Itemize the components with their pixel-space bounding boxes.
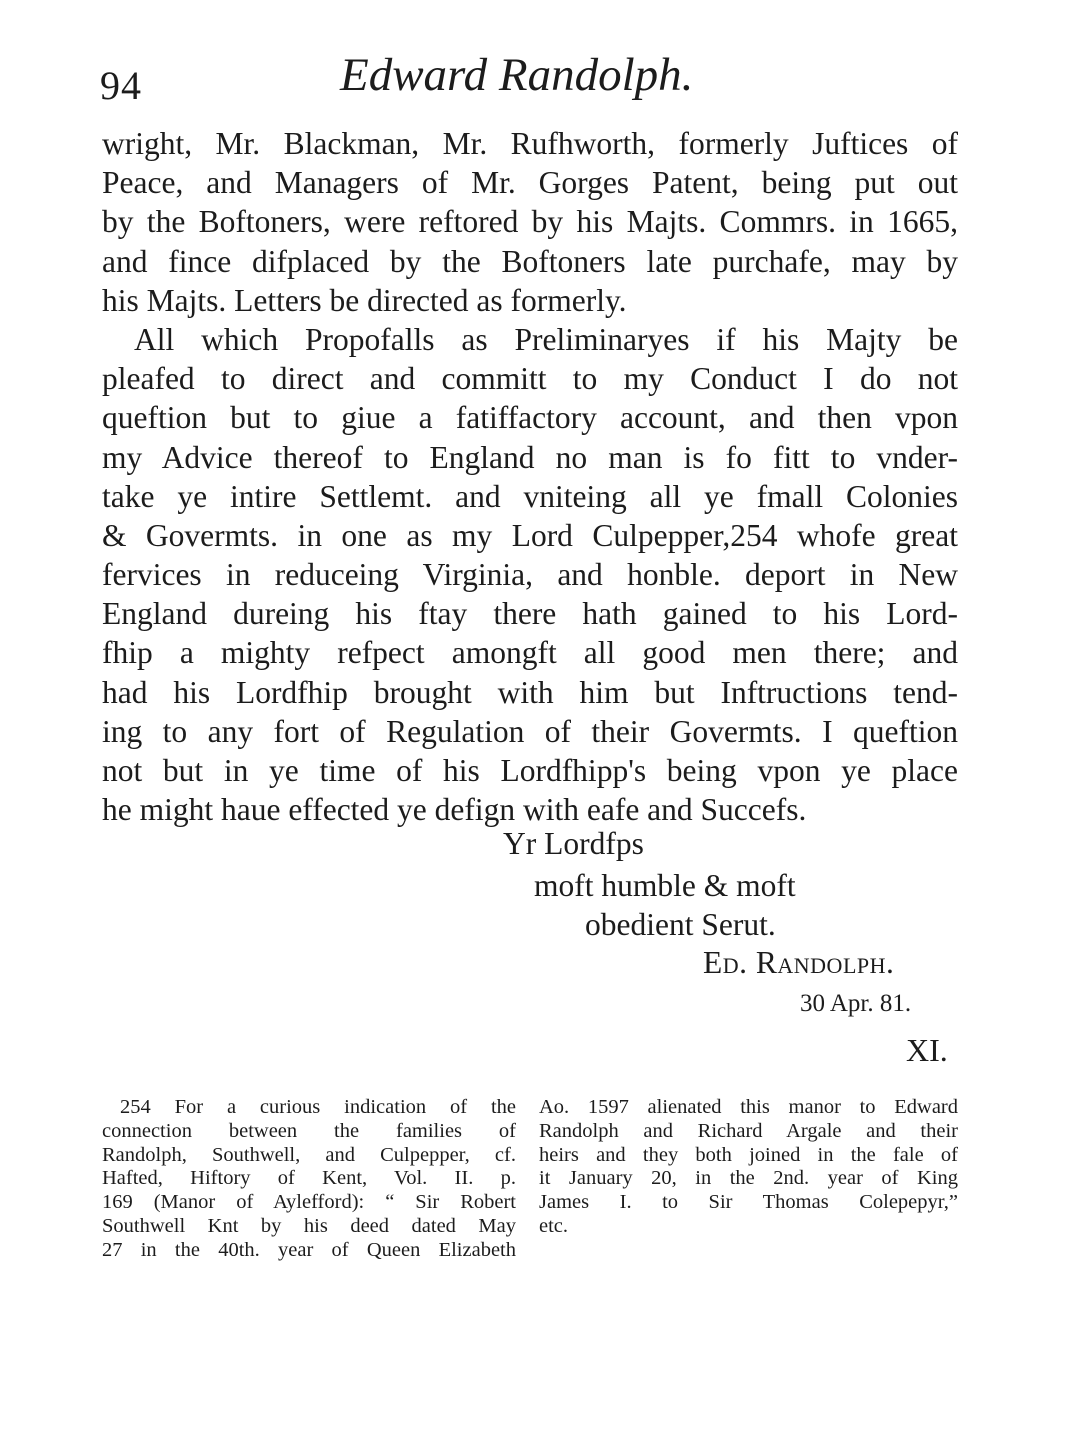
body-line: Peace, and Managers of Mr. Gorges Patent, being put out	[102, 165, 958, 201]
body-line: pleafed to direct and committ to my Conduct I do not	[102, 361, 958, 397]
salutation-line: obedient Serut.	[585, 907, 776, 942]
body-line: not but in ye time of his Lordfhipp's being vpon ye place	[102, 753, 958, 788]
body-line: fhip a mighty refpect amongft all good men there; and	[102, 635, 958, 671]
body-line: queftion but to giue a fatiffactory account, and then vpon	[102, 400, 958, 436]
letter-date: 30 Apr. 81.	[800, 990, 912, 1017]
body-line: ing to any fort of Regulation of their Govermts. I queftion	[102, 713, 958, 749]
footnote-line: 254 For a curious indication of the	[120, 1096, 516, 1118]
body-line: All which Propofalls as Preliminaryes if his Majty be	[134, 321, 958, 357]
body-line: had his Lordfhip brought with him but Inftructions tend-	[102, 674, 958, 710]
footnote-line: connection between the families of	[102, 1119, 516, 1142]
body-line: & Govermts. in one as my Lord Culpepper,254 whofe great	[102, 517, 958, 553]
footnote-line: 27 in the 40th. year of Queen Elizabeth	[102, 1238, 516, 1261]
footnote-line: Randolph and Richard Argale and their	[539, 1119, 958, 1142]
footnote-line: James I. to Sir Thomas Colepepyr,”	[539, 1191, 958, 1214]
footnote-line: Randolph, Southwell, and Culpepper, cf.	[102, 1143, 516, 1166]
body-line: and fince difplaced by the Boftoners late purchafe, may by	[102, 243, 958, 279]
footnote-line: Ao. 1597 alienated this manor to Edward	[539, 1096, 958, 1118]
body-line: fervices in reduceing Virginia, and honble. deport in New	[102, 557, 958, 593]
salutation-line: moft humble & moft	[534, 868, 796, 903]
footnote-column-right	[539, 1096, 958, 1239]
letter-body	[102, 124, 958, 829]
body-line: take ye intire Settlemt. and vniteing all ye fmall Colonies	[102, 478, 958, 514]
running-head	[100, 48, 960, 108]
body-line: England dureing his ftay there hath gained to his Lord-	[102, 596, 958, 632]
footnote-line: etc.	[539, 1214, 569, 1237]
body-line: my Advice thereof to England no man is fo fitt to vnder-	[102, 439, 958, 475]
footnote-line: Hafted, Hiftory of Kent, Vol. II. p.	[102, 1167, 516, 1190]
footnote-line: Southwell Knt by his deed dated May	[102, 1214, 516, 1237]
footnote-line: heirs and they both joined in the fale of	[539, 1143, 958, 1166]
footnote-line: 169 (Manor of Aylefford): “ Sir Robert	[102, 1191, 516, 1214]
body-line: wright, Mr. Blackman, Mr. Rufhworth, formerly Juftices of	[102, 126, 958, 161]
page-number: 94	[100, 63, 142, 108]
salutation-line: Yr Lordfps	[503, 826, 644, 861]
body-line: he might haue effected ye defign with eafe and Succefs.	[102, 792, 807, 828]
body-line: by the Boftoners, were reftored by his Majts. Commrs. in 1665,	[102, 204, 958, 240]
footnote-column-left	[102, 1096, 516, 1263]
running-title: Edward Randolph.	[340, 49, 694, 101]
signature: Ed. Randolph.	[703, 945, 895, 980]
section-heading: XI.	[906, 1032, 948, 1068]
footnote-line: it January 20, in the 2nd. year of King	[539, 1167, 958, 1190]
body-line: his Majts. Letters be directed as formerly.	[102, 282, 627, 318]
